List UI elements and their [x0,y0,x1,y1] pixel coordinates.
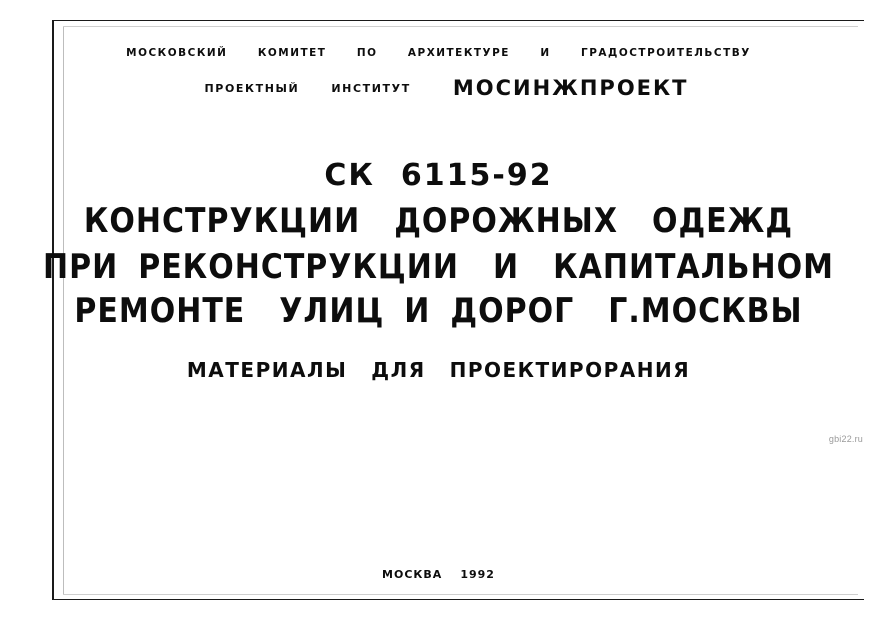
title-word-ulic: УЛИЦ [279,291,385,332]
title-word-rekonstrukcii: РЕКОНСТРУКЦИИ [138,247,459,288]
organization-header-line-1 [22,46,855,59]
sheet-top-guide-line [63,26,858,27]
page-subtitle [0,358,877,382]
title-word-odezhd: ОДЕЖД [651,201,794,242]
title-word-remonte: РЕМОНТЕ [74,291,246,332]
watermark: gbi22.ru [828,434,863,444]
org-word-proektnyy: ПРОЕКТНЫЙ [204,81,300,95]
page-title-line-2 [0,248,877,287]
org-word-gradostroitelstvu: ГРАДОСТРОИТЕЛЬСТВУ [581,46,751,59]
title-word-kapitalnom: КАПИТАЛЬНОМ [553,247,834,288]
org-word-i: И [540,46,551,59]
page-title-line-1 [0,202,877,241]
org-word-po: ПО [356,46,378,59]
organization-header-line-2 [0,76,877,100]
footer-year: 1992 [460,568,495,581]
subtitle-word-proektirovaniya: ПРОЕКТИРОРАНИЯ [449,358,691,382]
title-word-g-moskvy: Г.МОСКВЫ [608,291,803,332]
org-word-komitet: КОМИТЕТ [257,46,327,59]
title-word-dorozhnyh: ДОРОЖНЫХ [394,201,618,242]
document-code [0,158,877,193]
title-word-konstrukcii: КОНСТРУКЦИИ [83,201,361,242]
page-title-line-3 [0,292,877,331]
subtitle-word-materialy: МАТЕРИАЛЫ [186,358,348,382]
org-word-moskovskiy: МОСКОВСКИЙ [126,46,228,59]
footer-city: МОСКВА [382,568,443,581]
title-word-i-3: И [404,291,431,332]
document-code-prefix: СК [324,158,375,193]
institute-brand-name: МОСИНЖПРОЕКТ [452,76,689,100]
org-word-institut: ИНСТИТУТ [331,81,411,95]
org-word-arhitekture: АРХИТЕКТУРЕ [407,46,510,59]
title-word-pri: ПРИ [43,247,119,288]
title-word-dorog: ДОРОГ [450,291,575,332]
document-code-number: 6115-92 [400,158,553,193]
sheet-bottom-guide-line [63,594,858,595]
page-footer [0,568,877,581]
title-word-i-2: И [492,247,520,288]
subtitle-word-dlya: ДЛЯ [371,358,426,382]
